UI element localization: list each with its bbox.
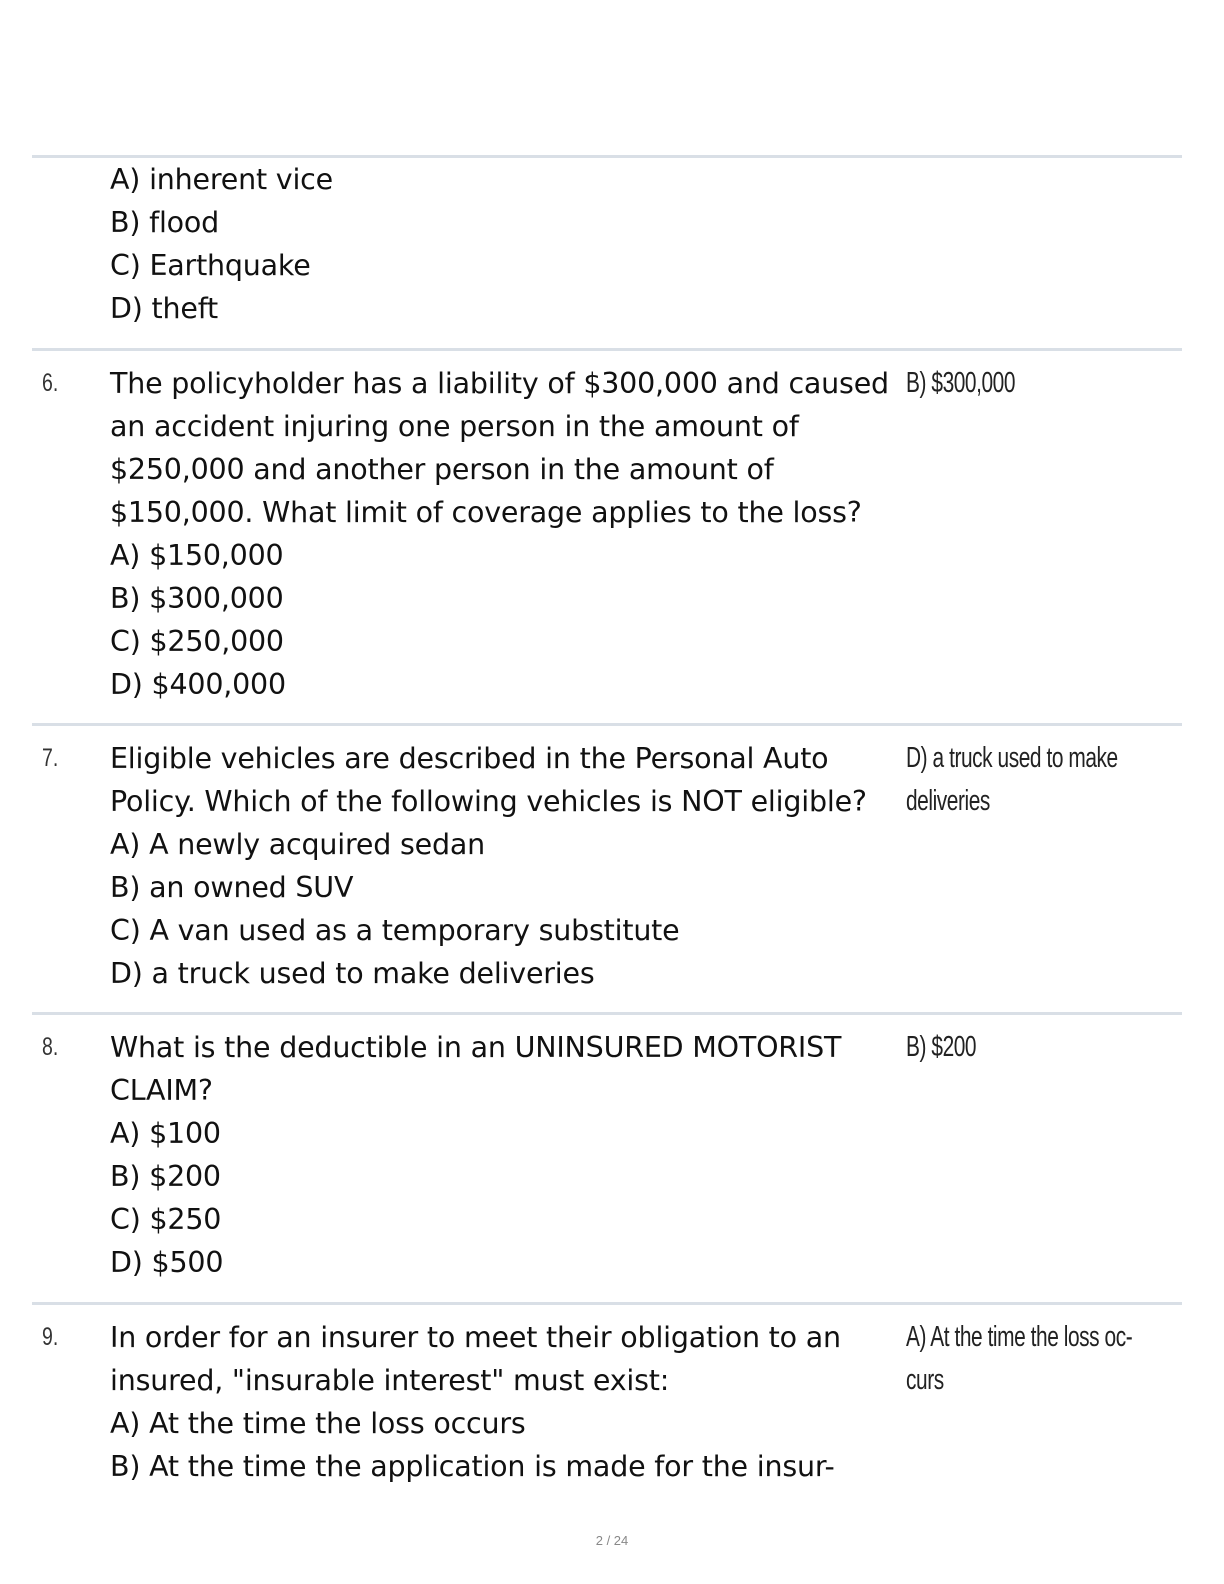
option-b: B) At the time the application is made for the insur- bbox=[110, 1450, 835, 1483]
question-text-line: CLAIM? bbox=[110, 1074, 213, 1107]
divider bbox=[32, 723, 1182, 726]
option-c: C) $250,000 bbox=[110, 625, 284, 658]
answer bbox=[906, 1316, 1144, 1402]
answer-line: B) $300,000 bbox=[906, 367, 1016, 399]
answer-line: A) At the time the loss oc- bbox=[906, 1321, 1133, 1353]
divider bbox=[32, 348, 1182, 351]
question-text-line: Eligible vehicles are described in the Personal Auto bbox=[110, 742, 829, 775]
option-d: D) theft bbox=[110, 292, 219, 325]
question-text-line: Policy. Which of the following vehicles is NOT eligible? bbox=[110, 785, 867, 818]
option-b: B) flood bbox=[110, 206, 220, 239]
option-d: D) $500 bbox=[110, 1246, 224, 1279]
divider bbox=[32, 1012, 1182, 1015]
answer bbox=[906, 1026, 1144, 1069]
question-body bbox=[110, 158, 910, 330]
question-text-line: The policyholder has a liability of $300,000 and caused bbox=[110, 367, 889, 400]
option-d: D) $400,000 bbox=[110, 668, 286, 701]
option-d: D) a truck used to make deliveries bbox=[110, 957, 595, 990]
option-c: C) $250 bbox=[110, 1203, 222, 1236]
question-body bbox=[110, 737, 910, 995]
question-body bbox=[110, 362, 910, 706]
option-a: A) $100 bbox=[110, 1117, 221, 1150]
question-number: 9. bbox=[42, 1323, 59, 1351]
answer bbox=[906, 362, 1144, 405]
question-text-line: an accident injuring one person in the amount of bbox=[110, 410, 799, 443]
option-a: A) At the time the loss occurs bbox=[110, 1407, 526, 1440]
question-text-line: In order for an insurer to meet their obligation to an bbox=[110, 1321, 841, 1354]
option-b: B) an owned SUV bbox=[110, 871, 354, 904]
answer-line: D) a truck used to make bbox=[906, 742, 1118, 774]
answer bbox=[906, 737, 1144, 823]
question-body bbox=[110, 1026, 910, 1284]
question-body bbox=[110, 1316, 910, 1488]
question-text-line: insured, "insurable interest" must exist: bbox=[110, 1364, 670, 1397]
page-indicator: 2 / 24 bbox=[595, 1533, 629, 1548]
question-text-line: What is the deductible in an UNINSURED MOTORIST bbox=[110, 1031, 842, 1064]
answer-line: curs bbox=[906, 1364, 944, 1396]
option-c: C) A van used as a temporary substitute bbox=[110, 914, 680, 947]
option-a: A) inherent vice bbox=[110, 163, 333, 196]
question-number: 6. bbox=[42, 369, 59, 397]
divider bbox=[32, 1302, 1182, 1305]
question-text-line: $150,000. What limit of coverage applies to the loss? bbox=[110, 496, 862, 529]
option-b: B) $300,000 bbox=[110, 582, 284, 615]
option-a: A) A newly acquired sedan bbox=[110, 828, 485, 861]
answer-line: deliveries bbox=[906, 785, 990, 817]
question-number: 7. bbox=[42, 744, 59, 772]
question-number: 8. bbox=[42, 1033, 59, 1061]
option-a: A) $150,000 bbox=[110, 539, 284, 572]
option-c: C) Earthquake bbox=[110, 249, 311, 282]
option-b: B) $200 bbox=[110, 1160, 221, 1193]
question-text-line: $250,000 and another person in the amount of bbox=[110, 453, 774, 486]
answer-line: B) $200 bbox=[906, 1031, 977, 1063]
